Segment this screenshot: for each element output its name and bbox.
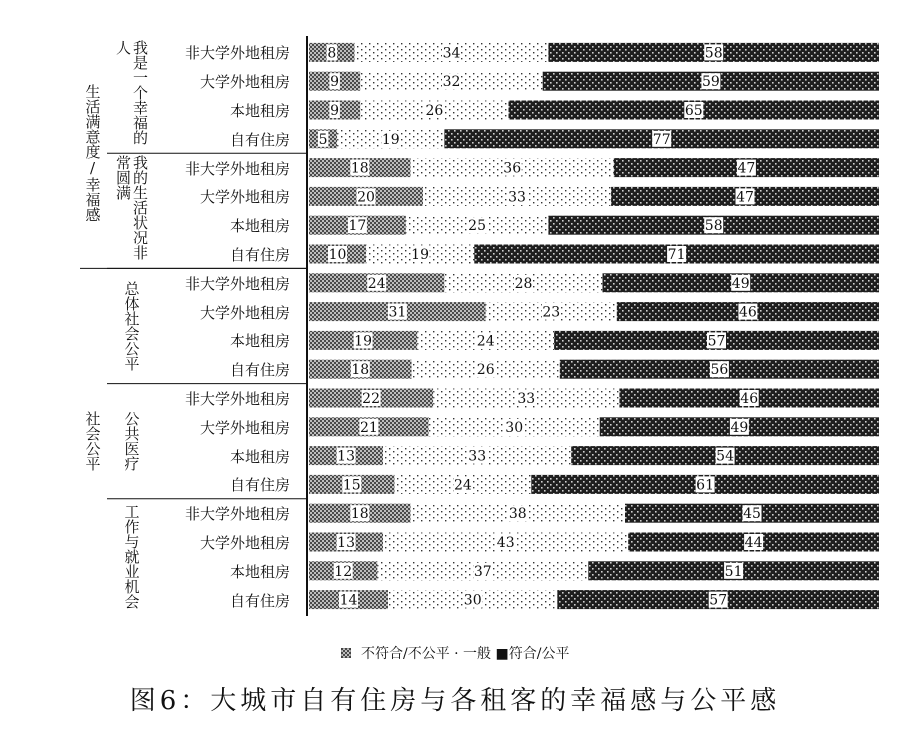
row-label: 自有住房	[229, 130, 290, 149]
value-label: 57	[707, 333, 726, 350]
row-label: 大学外地租房	[199, 303, 290, 322]
value-label: 51	[724, 563, 743, 580]
value-label: 26	[425, 103, 444, 119]
group-l2-label: 公共医疗	[122, 411, 141, 472]
value-label: 24	[367, 275, 386, 292]
group-l1-label: 社会公平	[83, 411, 102, 472]
value-label: 33	[508, 189, 526, 206]
value-label: 43	[496, 535, 515, 551]
row-label: 大学外地租房	[199, 188, 290, 207]
value-label: 65	[684, 103, 703, 119]
row-label: 非大学外地租房	[184, 44, 290, 63]
value-label: 33	[517, 391, 536, 407]
group-l2-label: 我是一个幸福的人	[114, 40, 149, 145]
value-label: 8	[327, 45, 337, 62]
value-label: 18	[350, 160, 369, 177]
row-label: 本地租房	[229, 447, 290, 466]
value-label: 54	[716, 448, 735, 465]
value-label: 71	[667, 247, 686, 263]
value-label: 24	[476, 333, 495, 350]
value-label: 38	[508, 506, 527, 523]
group-l1-label: 生活满意度/幸福感	[83, 84, 102, 223]
row-label: 本地租房	[229, 102, 290, 120]
value-label: 13	[337, 535, 356, 551]
row-label: 大学外地租房	[199, 73, 290, 92]
value-label: 10	[328, 247, 347, 263]
row-label: 非大学外地租房	[184, 274, 290, 293]
value-label: 33	[468, 448, 487, 465]
row-label: 自有住房	[229, 591, 290, 610]
row-label: 自有住房	[229, 246, 290, 264]
value-label: 24	[453, 477, 472, 494]
legend-disagree-icon	[341, 646, 355, 662]
value-label: 13	[337, 448, 356, 465]
value-label: 25	[468, 218, 487, 235]
row-label: 本地租房	[229, 562, 290, 581]
value-label: 56	[710, 362, 729, 379]
value-label: 58	[704, 218, 723, 235]
value-label: 47	[737, 160, 756, 177]
group-l2-label: 总体社会公平	[122, 280, 141, 371]
legend-text: 不符合/不公平 · 一般 ■符合/公平	[360, 646, 570, 662]
value-label: 18	[350, 506, 369, 523]
row-label: 非大学外地租房	[184, 390, 290, 408]
value-label: 14	[339, 592, 358, 609]
value-label: 12	[334, 563, 353, 580]
value-label: 23	[542, 304, 561, 321]
value-label: 20	[357, 189, 375, 206]
value-label: 49	[731, 275, 750, 292]
value-label: 36	[503, 160, 522, 177]
value-label: 9	[330, 103, 340, 119]
group-l2-label: 我的生活状况非常圆满	[114, 155, 149, 261]
value-label: 21	[359, 419, 378, 436]
value-label: 77	[652, 131, 671, 148]
value-label: 15	[342, 477, 361, 494]
value-label: 46	[740, 391, 759, 407]
row-label: 本地租房	[229, 217, 290, 236]
row-label: 本地租房	[229, 332, 290, 351]
value-label: 19	[354, 333, 373, 350]
figure-title: 图6：大城市自有住房与各租客的幸福感与公平感	[129, 686, 781, 716]
row-label: 自有住房	[229, 361, 290, 380]
value-label: 19	[381, 131, 400, 148]
bars-layer	[309, 43, 879, 609]
value-label: 45	[743, 506, 761, 523]
value-label: 19	[411, 247, 430, 263]
value-label: 22	[362, 391, 381, 407]
legend	[0, 643, 910, 663]
value-label: 46	[738, 304, 757, 321]
value-label: 32	[442, 74, 461, 91]
value-label: 26	[476, 362, 495, 379]
value-label: 31	[388, 304, 407, 321]
value-label: 58	[704, 45, 723, 62]
value-label: 18	[351, 362, 370, 379]
value-label: 61	[696, 477, 715, 494]
row-label: 大学外地租房	[199, 418, 290, 437]
row-label: 大学外地租房	[199, 534, 290, 552]
row-label: 非大学外地租房	[184, 505, 290, 524]
value-label: 28	[514, 275, 533, 292]
value-label: 30	[463, 592, 482, 609]
value-label: 30	[505, 419, 524, 436]
row-label: 自有住房	[229, 476, 290, 495]
value-label: 37	[473, 563, 492, 580]
value-label: 47	[736, 189, 754, 206]
value-label: 49	[730, 419, 749, 436]
value-label: 34	[442, 45, 461, 62]
value-label: 44	[744, 535, 763, 551]
value-label: 17	[348, 218, 367, 235]
group-l2-label: 工作与就业机会	[122, 503, 141, 609]
value-label: 5	[318, 131, 328, 148]
value-label: 57	[709, 592, 728, 609]
row-label: 非大学外地租房	[184, 159, 290, 178]
value-label: 59	[701, 74, 720, 91]
value-label: 9	[330, 74, 340, 91]
